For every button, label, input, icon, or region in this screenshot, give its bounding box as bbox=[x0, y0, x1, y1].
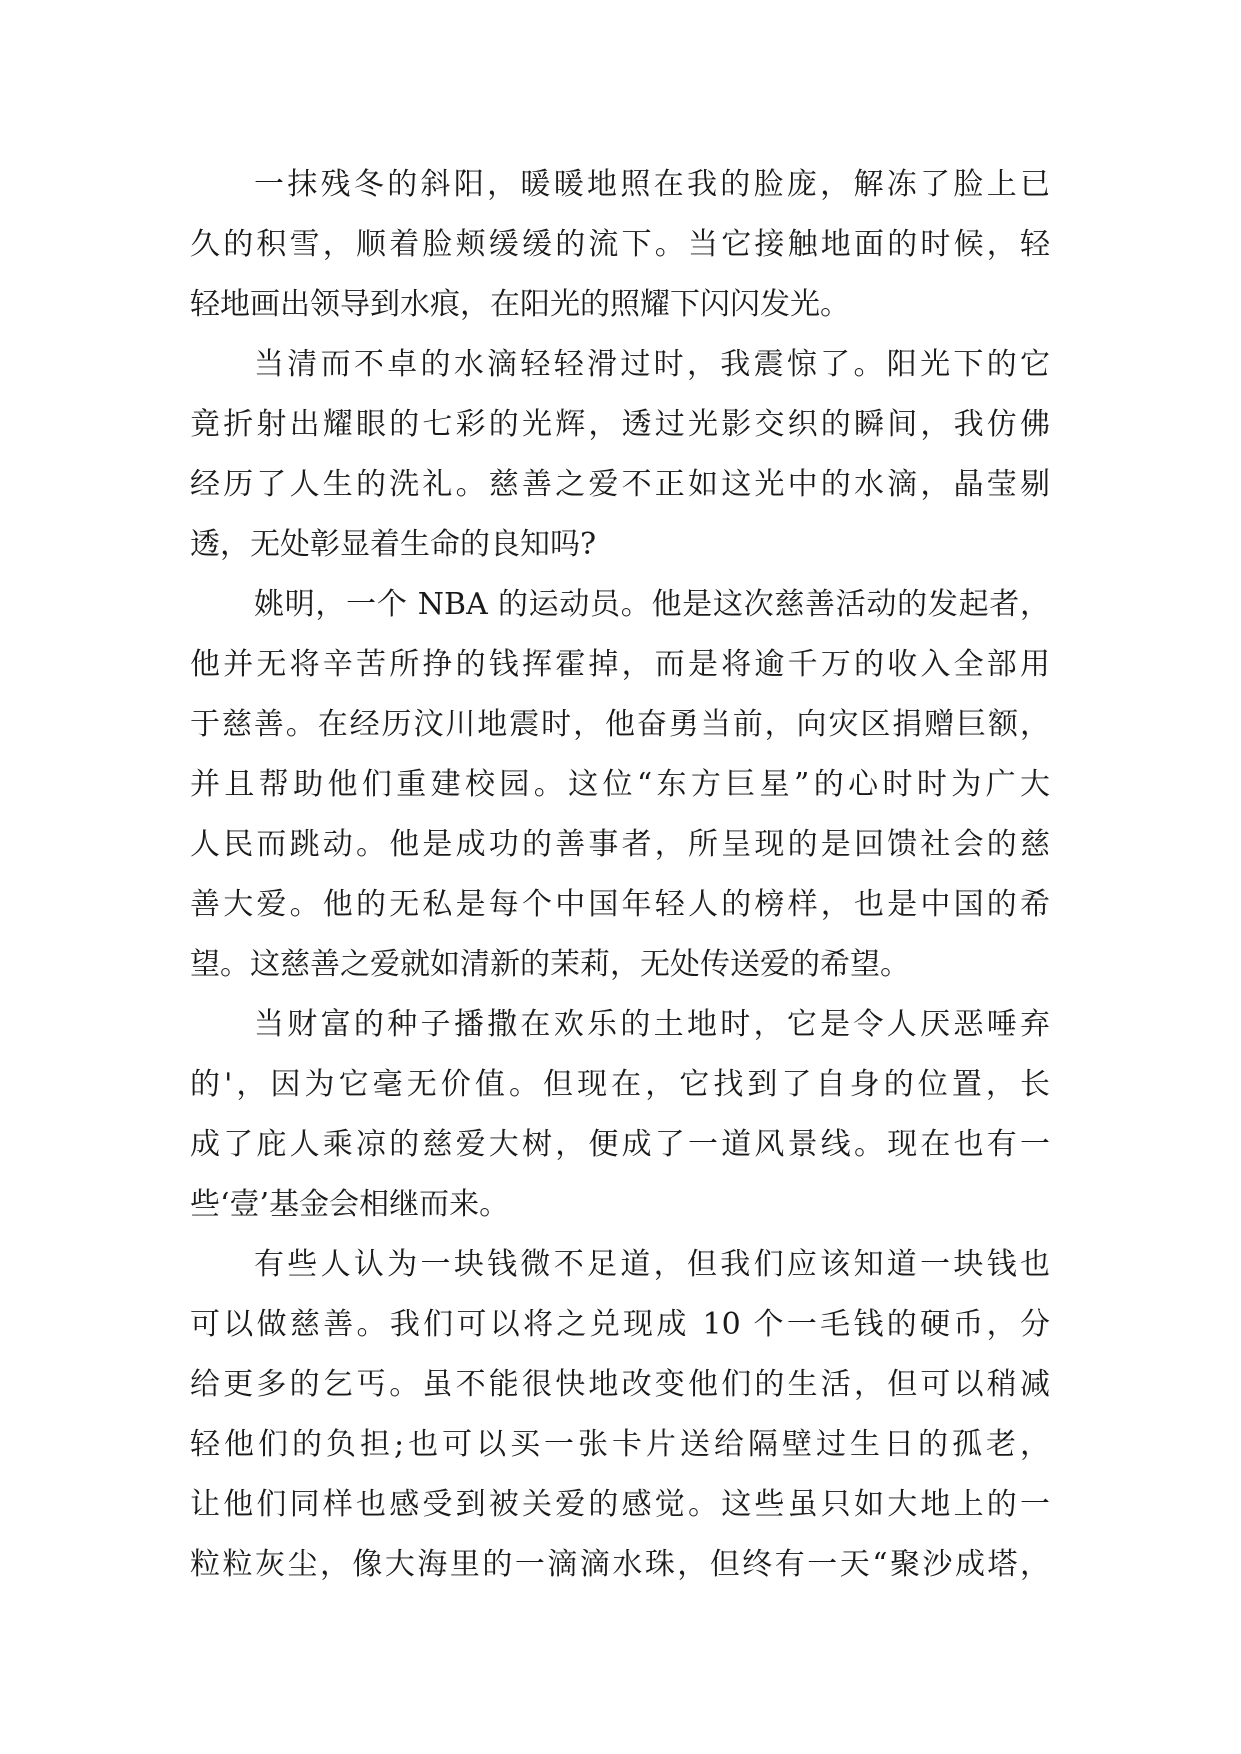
text-line: 的'，因为它毫无价值。但现在，它找到了自身的位置，长 bbox=[190, 1067, 1050, 1102]
text-line: 当清而不卓的水滴轻轻滑过时，我震惊了。阳光下的它 bbox=[254, 347, 1050, 382]
text-line: 他并无将辛苦所挣的钱挥霍掉，而是将逾千万的收入全部用 bbox=[190, 647, 1050, 682]
text-line: 让他们同样也感受到被关爱的感觉。这些虽只如大地上的一 bbox=[190, 1487, 1050, 1522]
text-line: 些‘壹’基金会相继而来。 bbox=[190, 1187, 510, 1222]
paragraph-4 bbox=[190, 995, 1050, 1235]
paragraph-5 bbox=[190, 1235, 1050, 1595]
text-line: 经历了人生的洗礼。慈善之爱不正如这光中的水滴，晶莹剔 bbox=[190, 467, 1050, 502]
text-line: 一抹残冬的斜阳，暖暖地照在我的脸庞，解冻了脸上已 bbox=[254, 167, 1050, 202]
text-line: 成了庇人乘凉的慈爱大树，便成了一道风景线。现在也有一 bbox=[190, 1127, 1050, 1162]
text-line: 轻他们的负担;也可以买一张卡片送给隔壁过生日的孤老， bbox=[190, 1427, 1050, 1462]
paragraph-2 bbox=[190, 335, 1050, 575]
text-line: 久的积雪，顺着脸颊缓缓的流下。当它接触地面的时候，轻 bbox=[190, 227, 1050, 262]
text-line: 给更多的乞丐。虽不能很快地改变他们的生活，但可以稍减 bbox=[190, 1367, 1050, 1402]
text-line: 粒粒灰尘，像大海里的一滴滴水珠，但终有一天“聚沙成塔， bbox=[190, 1547, 1050, 1582]
text-line: 善大爱。他的无私是每个中国年轻人的榜样，也是中国的希 bbox=[190, 887, 1050, 922]
paragraph-1 bbox=[190, 155, 1050, 335]
text-line: 透，无处彰显着生命的良知吗? bbox=[190, 527, 597, 562]
text-line: 轻地画出领导到水痕，在阳光的照耀下闪闪发光。 bbox=[190, 287, 850, 322]
text-line: 并且帮助他们重建校园。这位“东方巨星”的心时时为广大 bbox=[190, 767, 1050, 802]
document-body bbox=[190, 155, 1050, 1595]
text-line: 于慈善。在经历汶川地震时，他奋勇当前，向灾区捐赠巨额， bbox=[190, 707, 1050, 742]
text-line: 当财富的种子播撒在欢乐的土地时，它是令人厌恶唾弃 bbox=[254, 1007, 1050, 1042]
text-line: 有些人认为一块钱微不足道，但我们应该知道一块钱也 bbox=[254, 1247, 1050, 1282]
text-line: 姚明，一个 NBA 的运动员。他是这次慈善活动的发起者， bbox=[254, 587, 1050, 622]
text-line: 可以做慈善。我们可以将之兑现成 10 个一毛钱的硬币，分 bbox=[190, 1307, 1050, 1342]
text-line: 竟折射出耀眼的七彩的光辉，透过光影交织的瞬间，我仿佛 bbox=[190, 407, 1050, 442]
text-line: 望。这慈善之爱就如清新的茉莉，无处传送爱的希望。 bbox=[190, 947, 910, 982]
paragraph-3 bbox=[190, 575, 1050, 995]
text-line: 人民而跳动。他是成功的善事者，所呈现的是回馈社会的慈 bbox=[190, 827, 1050, 862]
